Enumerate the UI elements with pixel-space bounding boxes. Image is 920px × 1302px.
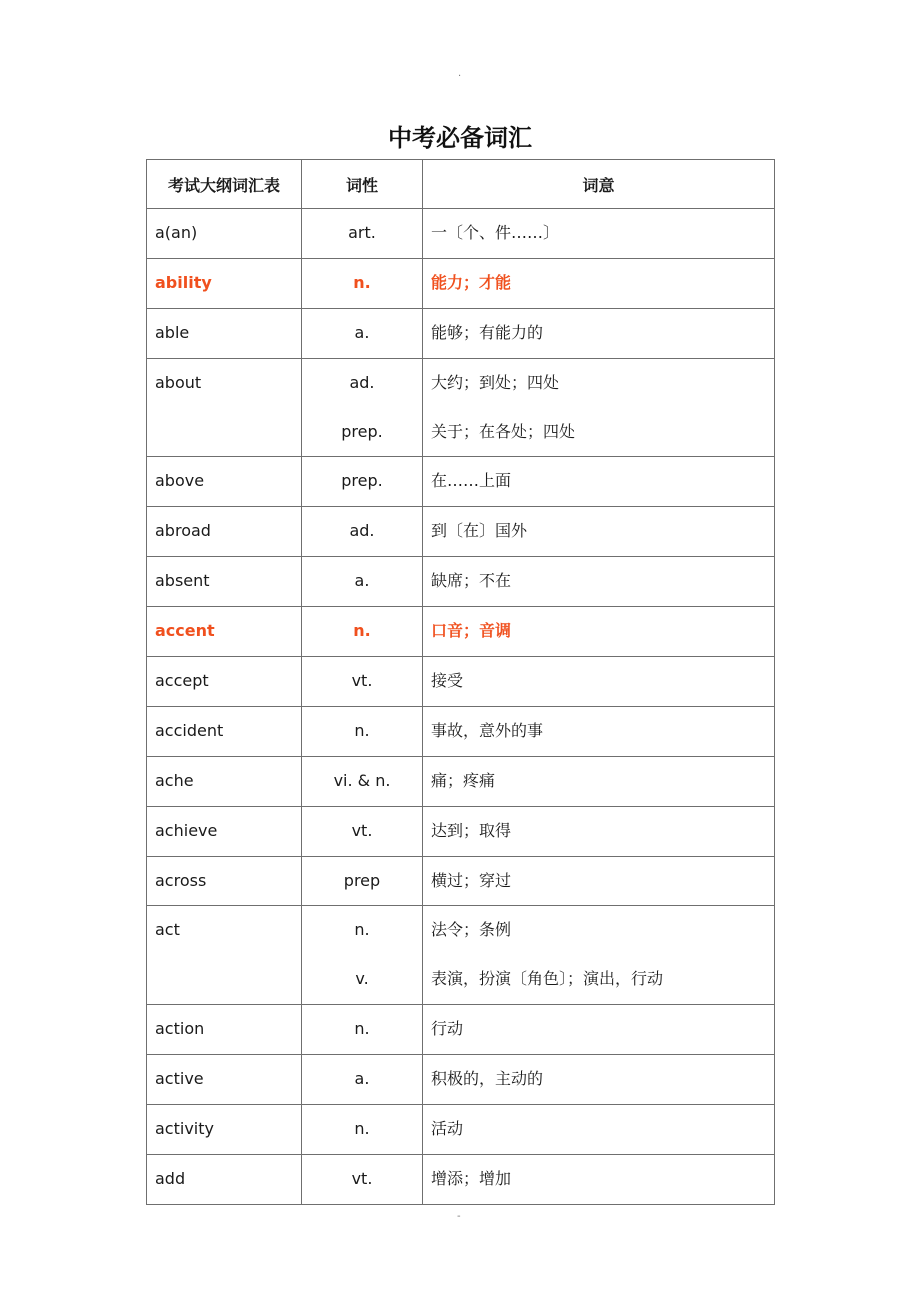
meaning-text: 事故，意外的事 — [431, 720, 544, 740]
pos-text: n. — [354, 720, 370, 740]
meaning-cell — [423, 557, 775, 607]
word-cell — [147, 209, 302, 259]
meaning-cell — [423, 906, 775, 1005]
pos-text: prep. — [341, 471, 383, 491]
pos-text: a. — [354, 571, 370, 591]
word-text: achieve — [155, 820, 218, 840]
pos-cell — [302, 856, 423, 906]
word-text: act — [155, 920, 180, 940]
footer-mark: - — [457, 1211, 461, 1222]
pos-text: ad. — [349, 372, 375, 392]
pos-cell — [302, 1005, 423, 1055]
word-text: active — [155, 1069, 204, 1089]
meaning-cell — [423, 806, 775, 856]
word-text: across — [155, 870, 207, 890]
meaning-text: 行动 — [431, 1019, 464, 1039]
table-row — [147, 806, 775, 856]
table-row — [147, 209, 775, 259]
meaning-cell — [423, 1105, 775, 1155]
word-cell — [147, 856, 302, 906]
meaning-text: 大约；到处；四处 — [431, 372, 560, 392]
word-cell — [147, 1055, 302, 1105]
pos-text: n. — [354, 1119, 370, 1139]
pos-cell — [302, 358, 423, 457]
table-row — [147, 358, 775, 457]
meaning-text: 表演，扮演〔角色〕；演出，行动 — [431, 969, 664, 989]
meaning-text: 在……上面 — [431, 471, 512, 491]
word-text: add — [155, 1168, 186, 1188]
word-text: about — [155, 372, 202, 392]
meaning-cell — [423, 308, 775, 358]
meaning-cell — [423, 607, 775, 657]
meaning-text: 法令；条例 — [431, 920, 512, 940]
meaning-text: 到〔在〕国外 — [431, 521, 528, 541]
word-cell — [147, 1105, 302, 1155]
pos-cell — [302, 507, 423, 557]
pos-text: art. — [348, 223, 376, 242]
header-mark: · — [458, 71, 462, 82]
pos-text: a. — [354, 1069, 370, 1089]
word-text: action — [155, 1019, 205, 1039]
word-text: accident — [155, 720, 224, 740]
meaning-cell — [423, 1055, 775, 1105]
meaning-text: 横过；穿过 — [431, 870, 512, 890]
pos-text: a. — [354, 322, 370, 342]
meaning-text: 达到；取得 — [431, 820, 512, 840]
meaning-text: 缺席；不在 — [431, 571, 512, 591]
meaning-cell — [423, 856, 775, 906]
word-cell — [147, 806, 302, 856]
word-text: ache — [155, 770, 194, 790]
table-row — [147, 457, 775, 507]
pos-text: ad. — [349, 521, 375, 541]
word-cell — [147, 308, 302, 358]
word-text: above — [155, 471, 205, 491]
word-cell — [147, 706, 302, 756]
word-cell — [147, 607, 302, 657]
table-row — [147, 756, 775, 806]
meaning-cell — [423, 457, 775, 507]
pos-text: vt. — [351, 820, 373, 840]
meaning-cell — [423, 756, 775, 806]
vocabulary-table — [146, 159, 775, 1205]
meaning-text: 接受 — [431, 671, 464, 691]
meaning-text: 口音；音调 — [431, 621, 512, 641]
table-row — [147, 1154, 775, 1204]
meaning-text: 能够；有能力的 — [431, 322, 544, 342]
table-row — [147, 607, 775, 657]
header-pos: 词性 — [302, 160, 423, 209]
pos-text: vt. — [351, 671, 373, 691]
page-title: 中考必备词汇 — [388, 124, 532, 152]
pos-text: vi. & n. — [333, 770, 391, 790]
pos-text: n. — [354, 920, 370, 940]
word-text: able — [155, 322, 190, 342]
meaning-cell — [423, 209, 775, 259]
meaning-cell — [423, 258, 775, 308]
word-text: accept — [155, 671, 209, 691]
table-row — [147, 258, 775, 308]
meaning-text: 关于；在各处；四处 — [431, 421, 576, 441]
pos-text: n. — [353, 621, 371, 641]
header-meaning: 词意 — [423, 160, 775, 209]
meaning-cell — [423, 507, 775, 557]
pos-text: n. — [353, 272, 371, 292]
table-header-row — [147, 160, 775, 209]
pos-cell — [302, 209, 423, 259]
table-row — [147, 657, 775, 707]
pos-cell — [302, 308, 423, 358]
meaning-text: 积极的，主动的 — [431, 1069, 544, 1089]
pos-cell — [302, 806, 423, 856]
pos-cell — [302, 1055, 423, 1105]
header-word: 考试大纲词汇表 — [147, 160, 302, 209]
table-row — [147, 706, 775, 756]
meaning-cell — [423, 1005, 775, 1055]
pos-cell — [302, 706, 423, 756]
word-cell — [147, 906, 302, 1005]
word-cell — [147, 507, 302, 557]
word-cell — [147, 557, 302, 607]
word-text: accent — [155, 621, 215, 641]
word-text: a(an) — [155, 223, 198, 242]
pos-text: v. — [355, 969, 369, 989]
pos-cell — [302, 756, 423, 806]
word-text: abroad — [155, 521, 211, 541]
table-row — [147, 308, 775, 358]
pos-text: vt. — [351, 1168, 373, 1188]
pos-cell — [302, 1105, 423, 1155]
meaning-cell — [423, 706, 775, 756]
meaning-cell — [423, 1154, 775, 1204]
meaning-text: 增添；增加 — [431, 1168, 512, 1188]
word-cell — [147, 1005, 302, 1055]
pos-text: prep — [343, 870, 381, 890]
table-row — [147, 906, 775, 1005]
table-row — [147, 507, 775, 557]
meaning-cell — [423, 358, 775, 457]
pos-cell — [302, 657, 423, 707]
word-cell — [147, 258, 302, 308]
pos-cell — [302, 557, 423, 607]
word-cell — [147, 756, 302, 806]
table-row — [147, 557, 775, 607]
pos-cell — [302, 607, 423, 657]
word-cell — [147, 358, 302, 457]
meaning-text: 能力；才能 — [431, 272, 512, 292]
table-row — [147, 1105, 775, 1155]
word-text: absent — [155, 571, 210, 591]
pos-cell — [302, 258, 423, 308]
pos-cell — [302, 1154, 423, 1204]
meaning-text: 活动 — [431, 1119, 464, 1139]
pos-text: n. — [354, 1019, 370, 1039]
table-row — [147, 1005, 775, 1055]
table-row — [147, 856, 775, 906]
word-cell — [147, 1154, 302, 1204]
word-text: activity — [155, 1119, 214, 1139]
meaning-cell — [423, 657, 775, 707]
word-cell — [147, 457, 302, 507]
pos-cell — [302, 457, 423, 507]
word-cell — [147, 657, 302, 707]
meaning-text: 痛；疼痛 — [431, 770, 496, 790]
meaning-text: 一〔个、件……〕 — [431, 223, 560, 242]
pos-text: prep. — [341, 421, 383, 441]
table-row — [147, 1055, 775, 1105]
word-text: ability — [155, 272, 212, 292]
pos-cell — [302, 906, 423, 1005]
